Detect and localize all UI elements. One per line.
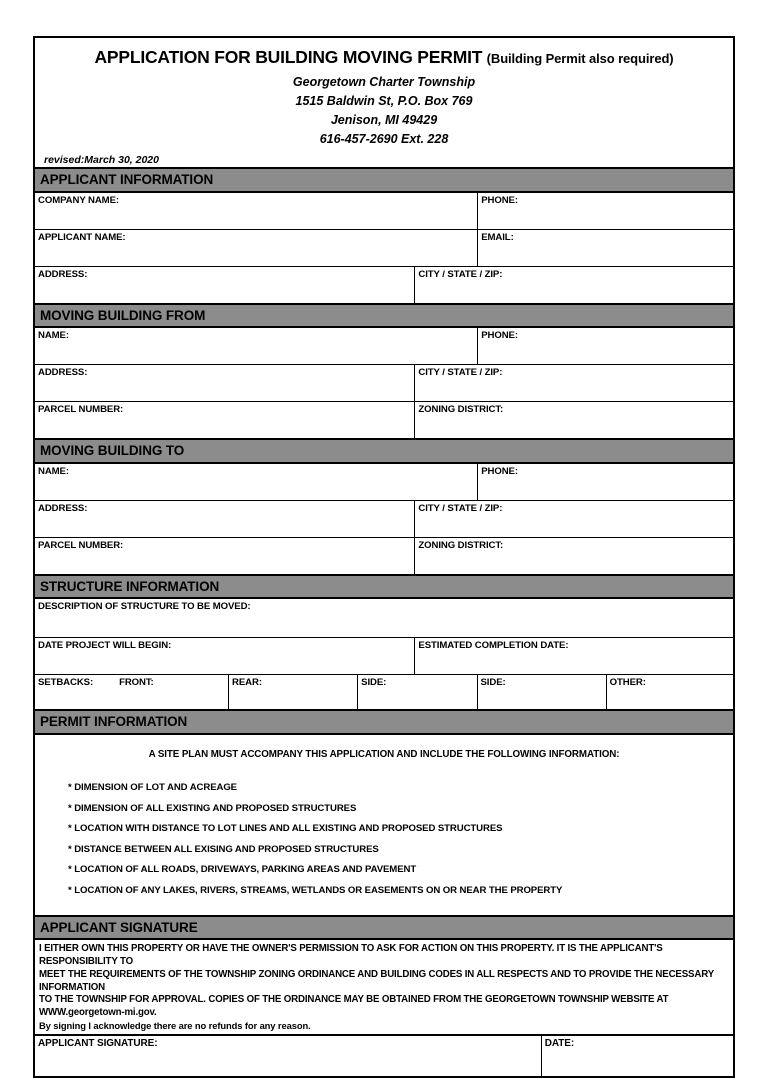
section-header-moving-building-from: MOVING BUILDING FROM	[35, 303, 733, 329]
section-header-structure-information: STRUCTURE INFORMATION	[35, 574, 733, 600]
field-date-project-begin[interactable]: DATE PROJECT WILL BEGIN:	[35, 638, 415, 674]
site-plan-requirements-list	[35, 778, 733, 901]
township-name: Georgetown Charter Township	[292, 74, 476, 89]
revised-date: revised:March 30, 2020	[44, 153, 159, 166]
form-row	[35, 599, 733, 638]
section-header-applicant-information: APPLICANT INFORMATION	[35, 167, 733, 193]
section-header-permit-information: PERMIT INFORMATION	[35, 709, 733, 735]
structure-information-fields	[35, 599, 733, 709]
list-item: * DISTANCE BETWEEN ALL EXISING AND PROPOSED STRUCTURES	[68, 843, 379, 855]
township-city-state-zip: Jenison, MI 49429	[330, 112, 438, 127]
township-street-address: 1515 Baldwin St, P.O. Box 769	[295, 93, 473, 108]
form-row	[35, 193, 733, 230]
form-row	[35, 267, 733, 303]
form-row	[35, 538, 733, 574]
setbacks-label: SETBACKS:	[38, 677, 94, 689]
page-title	[41, 48, 727, 68]
field-signature-date[interactable]: DATE:	[544, 1038, 575, 1050]
list-item: * DIMENSION OF LOT AND ACREAGE	[68, 782, 237, 794]
list-item: * LOCATION OF ALL ROADS, DRIVEWAYS, PARKING AREAS AND PAVEMENT	[68, 864, 417, 876]
page-title-main: APPLICATION FOR BUILDING MOVING PERMIT	[94, 47, 483, 67]
township-phone: 616-457-2690 Ext. 228	[319, 131, 449, 146]
section-header-applicant-signature: APPLICANT SIGNATURE	[35, 915, 733, 941]
field-estimated-completion-date[interactable]: ESTIMATED COMPLETION DATE:	[418, 640, 569, 652]
applicant-information-fields	[35, 193, 733, 303]
field-applicant-name[interactable]: APPLICANT NAME:	[35, 230, 478, 266]
field-to-address[interactable]: ADDRESS:	[35, 501, 415, 537]
field-to-phone[interactable]: PHONE:	[481, 465, 518, 477]
field-from-city-state-zip[interactable]: CITY / STATE / ZIP:	[418, 367, 503, 379]
form-row	[35, 328, 733, 365]
field-setback-rear[interactable]: REAR:	[229, 675, 358, 709]
permit-form-page	[33, 36, 735, 1078]
field-from-parcel-number[interactable]: PARCEL NUMBER:	[35, 402, 415, 438]
field-applicant-address[interactable]: ADDRESS:	[35, 267, 415, 303]
disclaimer-line: TO THE TOWNSHIP FOR APPROVAL. COPIES OF THE ORDINANCE MAY BE OBTAINED FROM THE GEORGETOWN TOWNSHIP WEBSITE AT WWW.georgetown-mi.gov.	[39, 994, 669, 1019]
form-row	[35, 638, 733, 675]
form-row	[35, 230, 733, 267]
moving-building-from-fields	[35, 328, 733, 438]
field-company-name[interactable]: COMPANY NAME:	[35, 193, 478, 229]
field-setback-other[interactable]: OTHER:	[609, 677, 646, 689]
field-setback-front[interactable]	[35, 675, 229, 709]
moving-building-to-fields	[35, 464, 733, 574]
permit-information-body	[35, 735, 733, 915]
field-applicant-email[interactable]: EMAIL:	[481, 231, 514, 243]
field-to-zoning-district[interactable]: ZONING DISTRICT:	[418, 539, 504, 551]
field-from-phone[interactable]: PHONE:	[481, 330, 518, 342]
field-setback-side-1[interactable]: SIDE:	[358, 675, 477, 709]
section-header-moving-building-to: MOVING BUILDING TO	[35, 438, 733, 464]
signature-disclaimer	[35, 940, 733, 1036]
field-applicant-phone[interactable]: PHONE:	[481, 194, 518, 206]
field-applicant-city-state-zip[interactable]: CITY / STATE / ZIP:	[418, 268, 503, 280]
field-to-name[interactable]: NAME:	[35, 464, 478, 500]
form-header	[35, 38, 733, 167]
form-row-setbacks	[35, 675, 733, 709]
setback-front-label: FRONT:	[119, 677, 154, 689]
page-title-sub: (Building Permit also required)	[486, 51, 674, 66]
field-to-city-state-zip[interactable]: CITY / STATE / ZIP:	[418, 502, 503, 514]
field-from-zoning-district[interactable]: ZONING DISTRICT:	[418, 404, 504, 416]
field-to-parcel-number[interactable]: PARCEL NUMBER:	[35, 538, 415, 574]
field-structure-description[interactable]: DESCRIPTION OF STRUCTURE TO BE MOVED:	[38, 601, 251, 613]
form-row	[35, 464, 733, 501]
disclaimer-refund-note: By signing I acknowledge there are no refunds for any reason.	[39, 1019, 311, 1031]
list-item: * LOCATION OF ANY LAKES, RIVERS, STREAMS, WETLANDS OR EASEMENTS ON OR NEAR THE PROPERTY	[68, 884, 563, 896]
form-row	[35, 365, 733, 402]
list-item: * DIMENSION OF ALL EXISTING AND PROPOSED STRUCTURES	[68, 802, 357, 814]
field-setback-side-2[interactable]: SIDE:	[478, 675, 607, 709]
disclaimer-line: MEET THE REQUIREMENTS OF THE TOWNSHIP ZONING ORDINANCE AND BUILDING CODES IN ALL RESPECTS AND TO PROVIDE THE NECESSARY INFORMATION	[39, 968, 714, 993]
form-row-signature	[35, 1036, 733, 1076]
disclaimer-line: I EITHER OWN THIS PROPERTY OR HAVE THE OWNER'S PERMISSION TO ASK FOR ACTION ON THIS PROPERTY. IT IS THE APPLICANT'S RESPONSIBILITY TO	[39, 943, 663, 967]
list-item: * LOCATION WITH DISTANCE TO LOT LINES AND ALL EXISTING AND PROPOSED STRUCTURES	[68, 823, 503, 835]
field-applicant-signature[interactable]: APPLICANT SIGNATURE:	[35, 1036, 542, 1076]
field-from-name[interactable]: NAME:	[35, 328, 478, 364]
site-plan-heading: A SITE PLAN MUST ACCOMPANY THIS APPLICATION AND INCLUDE THE FOLLOWING INFORMATION:	[148, 748, 620, 760]
field-from-address[interactable]: ADDRESS:	[35, 365, 415, 401]
form-row	[35, 402, 733, 438]
form-row	[35, 501, 733, 538]
